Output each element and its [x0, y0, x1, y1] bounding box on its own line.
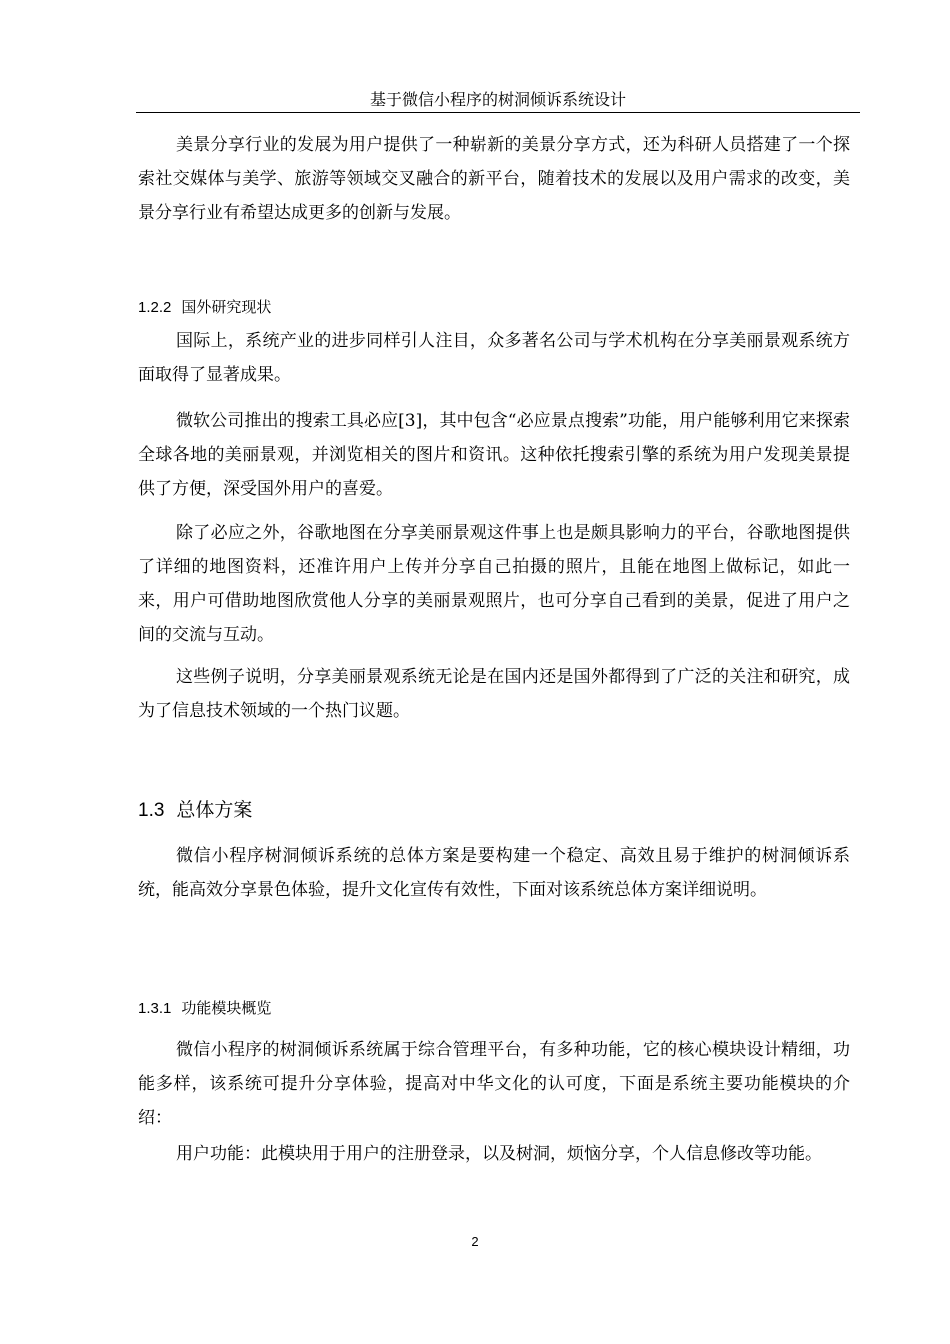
heading-1-3 [138, 798, 252, 824]
heading-1-3-title: 总体方案 [176, 800, 253, 821]
heading-1-2-2-number: 1.2.2 [138, 299, 172, 316]
running-header: 基于微信小程序的树洞倾诉系统设计 [369, 90, 626, 109]
heading-1-3-1 [138, 999, 271, 1019]
paragraph-1-2-2-a: 国际上，系统产业的进步同样引人注目，众多著名公司与学术机构在分享美丽景观系统方面取得了显著成果。 [138, 331, 850, 385]
paragraph-1-2-2-c: 除了必应之外，谷歌地图在分享美丽景观这件事上也是颇具影响力的平台，谷歌地图提供了详细的地图资料，还准许用户上传并分享自己拍摄的照片，且能在地图上做标记，如此一来，用户可借助地图欣赏他人分享的美丽景观照片，也可分享自己看到的美景，促进了用户之间的交流与互动。 [138, 523, 850, 645]
heading-1-3-1-title: 功能模块概览 [181, 1000, 272, 1017]
page-number: 2 [471, 1234, 479, 1249]
paragraph-1-3-1-b: 用户功能：此模块用于用户的注册登录，以及树洞，烦恼分享，个人信息修改等功能。 [176, 1144, 822, 1164]
paragraph-1-2-2-d: 这些例子说明，分享美丽景观系统无论是在国内还是国外都得到了广泛的关注和研究，成为了信息技术领域的一个热门议题。 [138, 667, 850, 721]
heading-1-3-number: 1.3 [138, 800, 165, 821]
heading-1-2-2 [138, 298, 271, 318]
intro-paragraph: 美景分享行业的发展为用户提供了一种崭新的美景分享方式，还为科研人员搭建了一个探索社交媒体与美学、旅游等领域交叉融合的新平台，随着技术的发展以及用户需求的改变，美景分享行业有希望达成更多的创新与发展。 [138, 135, 850, 223]
header-rule [136, 112, 860, 113]
paragraph-1-2-2-b: 微软公司推出的搜索工具必应[3]，其中包含“必应景点搜索”功能，用户能够利用它来探索全球各地的美丽景观，并浏览相关的图片和资讯。这种依托搜索引擎的系统为用户发现美景提供了方便，深受国外用户的喜爱。 [138, 411, 850, 499]
paragraph-1-3: 微信小程序树洞倾诉系统的总体方案是要构建一个稳定、高效且易于维护的树洞倾诉系统，能高效分享景色体验，提升文化宣传有效性，下面对该系统总体方案详细说明。 [138, 846, 850, 900]
paragraph-1-3-1-a: 微信小程序的树洞倾诉系统属于综合管理平台，有多种功能，它的核心模块设计精细，功能多样，该系统可提升分享体验，提高对中华文化的认可度，下面是系统主要功能模块的介绍： [138, 1040, 850, 1128]
heading-1-2-2-title: 国外研究现状 [181, 299, 272, 316]
heading-1-3-1-number: 1.3.1 [138, 1000, 172, 1017]
